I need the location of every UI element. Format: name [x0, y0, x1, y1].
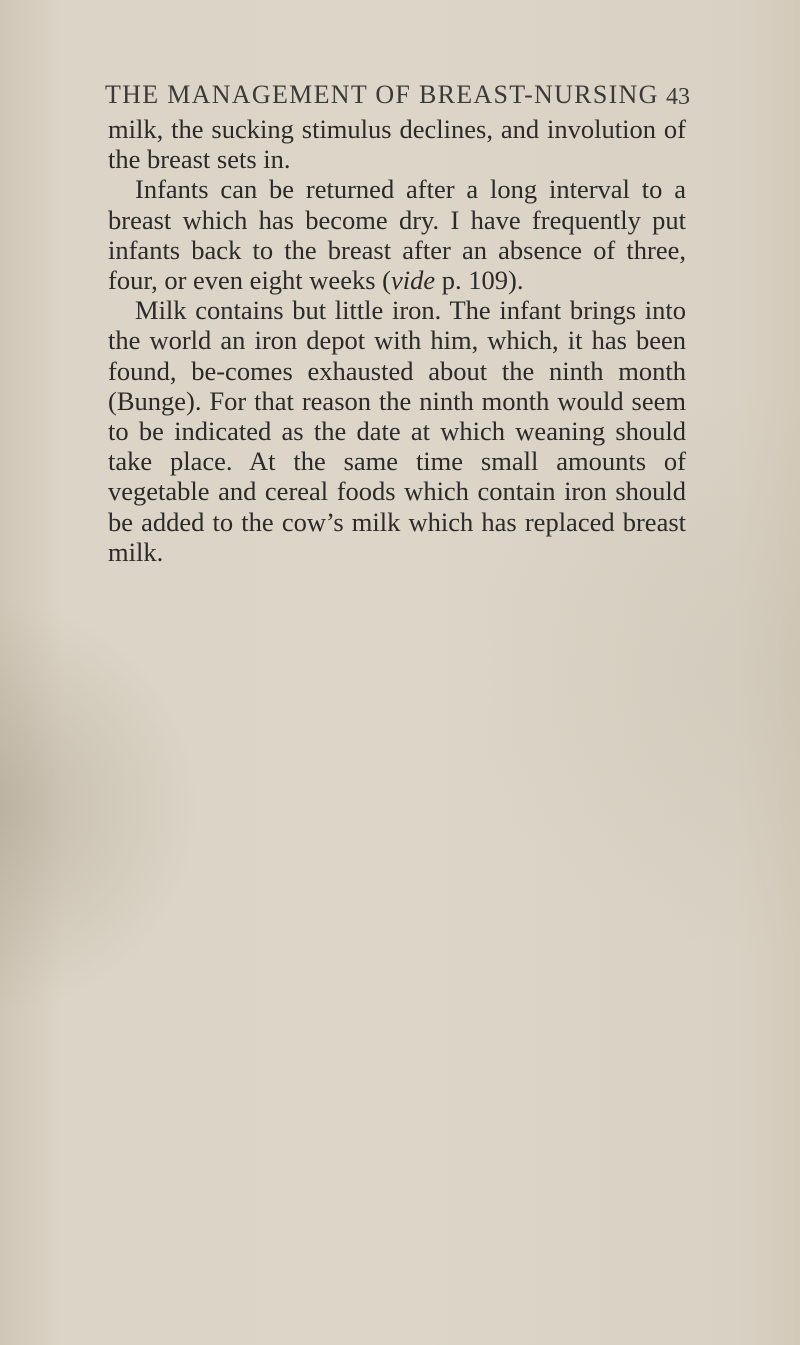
paragraph-infants-returned-text: Infants can be returned after a long interval to a breast which has become dry. I have frequently put infants back to the breast after an absence of three, four, or even eight weeks ( — [108, 174, 686, 296]
paragraph-infants-returned — [108, 174, 686, 295]
page-number: 43 — [666, 84, 690, 110]
paragraph-continuation: milk, the sucking stimulus declines, and involution of the breast sets in. — [108, 114, 686, 175]
page-reference: p. 109). — [435, 265, 524, 296]
paragraph-iron: Milk contains but little iron. The infant brings into the world an iron depot with him, which, it has been found, be-comes exhausted about the ninth month (Bunge). For that reason the ninth month would seem to be indicated as the date at which weaning should take place. At the same time small amounts of vegetable and cereal foods which contain iron should be added to the cow’s milk which has replaced breast milk. — [108, 295, 686, 567]
vide-italic: vide — [390, 265, 436, 296]
body-text — [108, 114, 686, 567]
running-title: THE MANAGEMENT OF BREAST-NURSING — [105, 80, 659, 109]
